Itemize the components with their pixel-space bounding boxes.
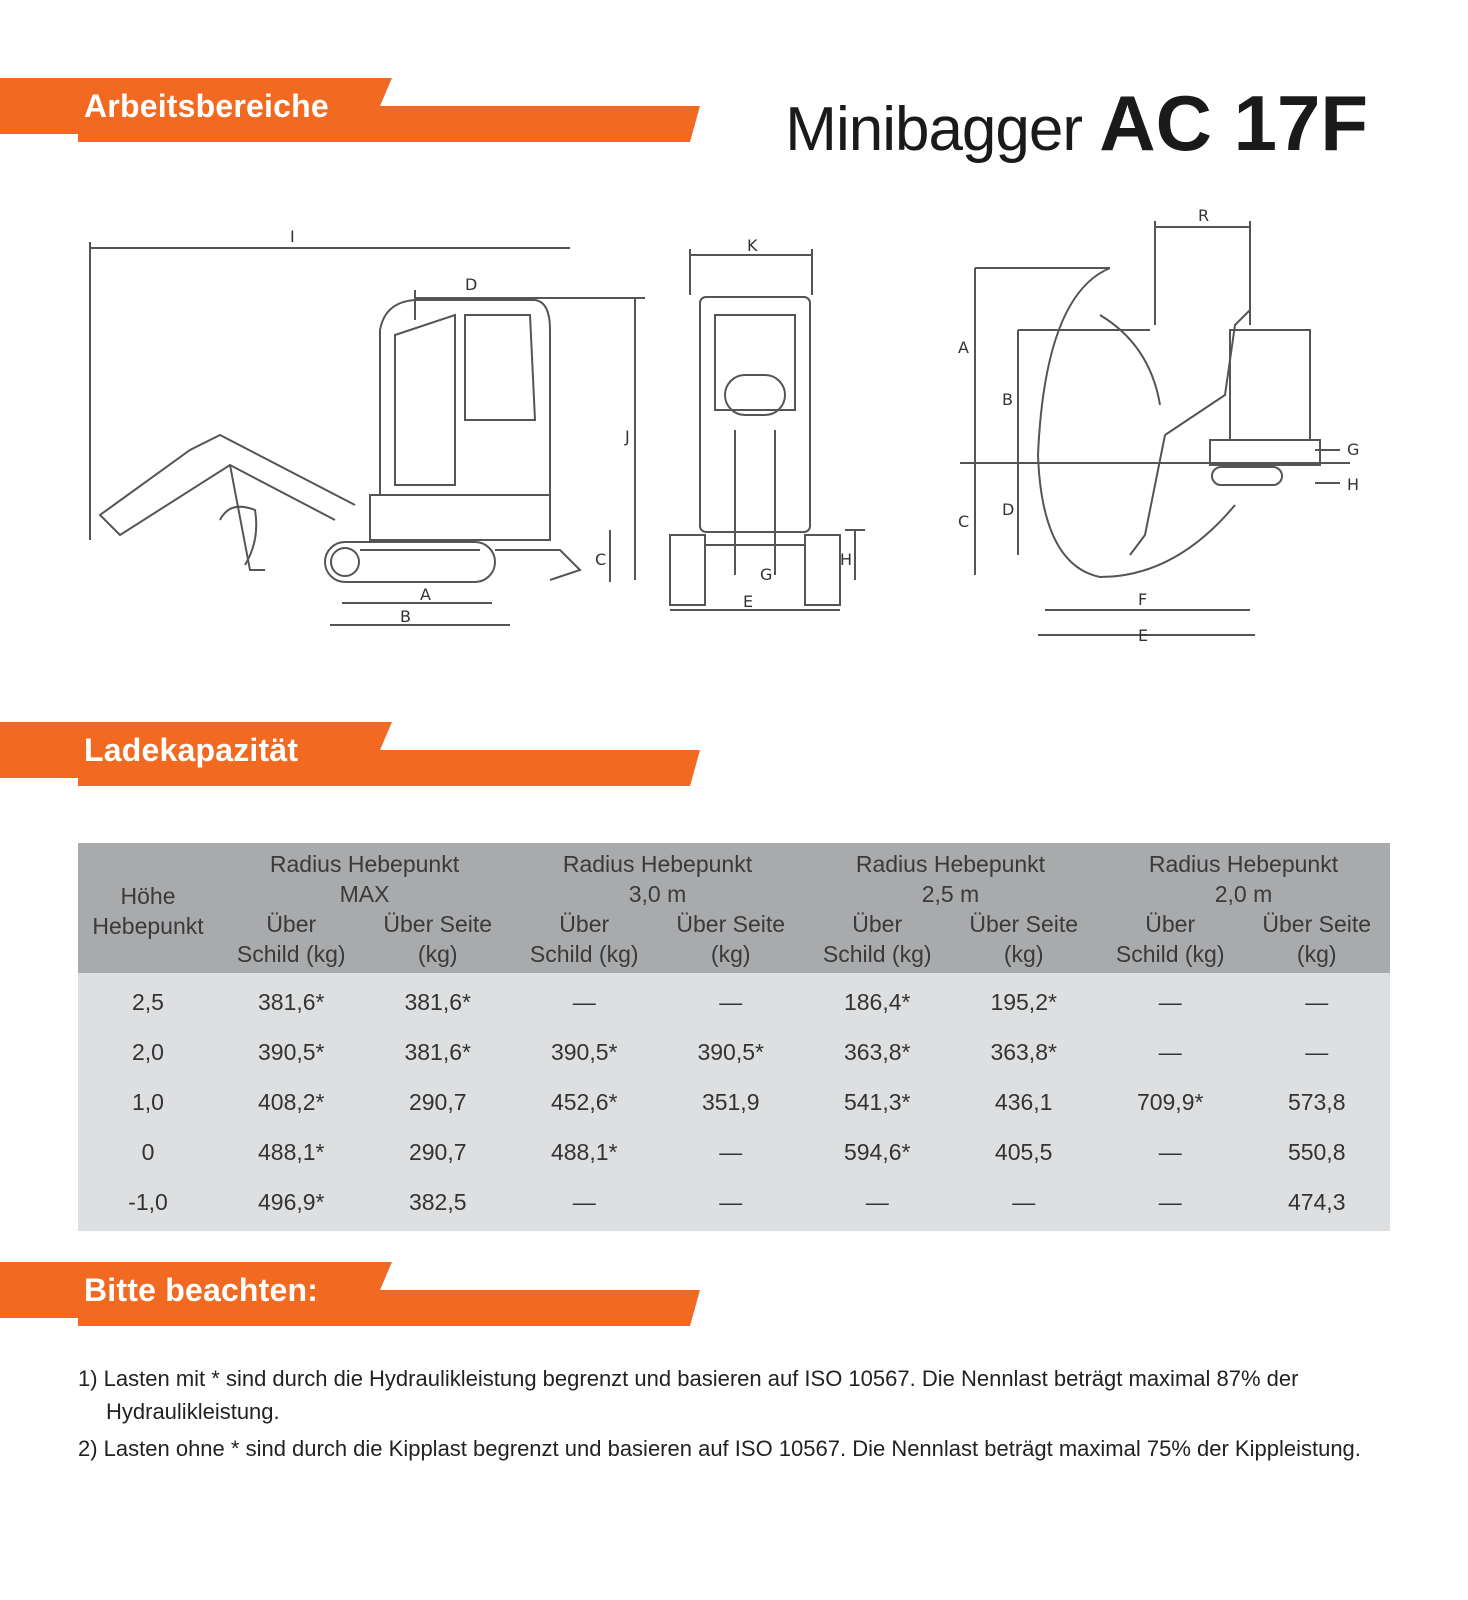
subheader-seite: Über Seite (kg) [950, 909, 1097, 973]
dim-label-J: J [625, 427, 630, 446]
dim-label-B: B [400, 607, 411, 626]
table-cell: — [1097, 1027, 1243, 1077]
table-cell: 390,5* [657, 1027, 804, 1077]
table-cell: 381,6* [218, 973, 364, 1027]
dim-label-H: H [840, 550, 853, 569]
header-group-2-5m: Radius Hebepunkt 2,5 m [804, 843, 1097, 909]
table-cell: 390,5* [511, 1027, 657, 1077]
table-cell: 405,5 [950, 1127, 1097, 1177]
dim-label-A: A [420, 585, 431, 604]
table-cell: 290,7 [364, 1127, 511, 1177]
table-cell: 290,7 [364, 1077, 511, 1127]
table-cell: 363,8* [804, 1027, 950, 1077]
load-capacity-table [78, 843, 1390, 1231]
section-title-work-areas: Arbeitsbereiche [84, 88, 329, 124]
subheader-schild: Über Schild (kg) [1097, 909, 1243, 973]
table-row [78, 1077, 1390, 1127]
table-cell: — [511, 1177, 657, 1231]
note-1: 1) Lasten mit * sind durch die Hydraulikleistung begrenzt und basieren auf ISO 10567. Die Nennlast beträgt maximal 87% der Hydraulikleistung. [78, 1366, 1299, 1424]
table-cell: 488,1* [218, 1127, 364, 1177]
dim-label-G: G [1347, 440, 1360, 459]
table-cell: 452,6* [511, 1077, 657, 1127]
table-cell-height: 0 [78, 1127, 218, 1177]
table-cell: 541,3* [804, 1077, 950, 1127]
dim-label-H: H [1347, 475, 1360, 494]
table-cell: 474,3 [1243, 1177, 1390, 1231]
table-cell: 573,8 [1243, 1077, 1390, 1127]
note-2: 2) Lasten ohne * sind durch die Kipplast begrenzt und basieren auf ISO 10567. Die Nennlast beträgt maximal 75% der Kippleistung. [78, 1436, 1361, 1461]
section-banner-load-capacity [0, 722, 700, 792]
table-cell-height: 2,5 [78, 973, 218, 1027]
dim-label-E: E [743, 592, 754, 611]
dim-label-D: D [1002, 500, 1015, 519]
dim-label-E: E [1138, 626, 1149, 645]
dim-label-C: C [595, 550, 607, 569]
table-cell: 496,9* [218, 1177, 364, 1231]
dim-label-C: C [958, 512, 970, 531]
subheader-seite: Über Seite (kg) [364, 909, 511, 973]
header-group-3m: Radius Hebepunkt 3,0 m [511, 843, 804, 909]
table-row [78, 1027, 1390, 1077]
dim-label-R: R [1198, 206, 1210, 225]
table-row [78, 1177, 1390, 1231]
section-banner-notes [0, 1262, 700, 1332]
table-cell: 382,5 [364, 1177, 511, 1231]
dim-label-A: A [958, 338, 969, 357]
table-cell: — [657, 1177, 804, 1231]
subheader-schild: Über Schild (kg) [218, 909, 364, 973]
subheader-schild: Über Schild (kg) [804, 909, 950, 973]
section-banner-work-areas [0, 78, 700, 148]
table-cell: 381,6* [364, 1027, 511, 1077]
table-cell: 363,8* [950, 1027, 1097, 1077]
table-cell: 390,5* [218, 1027, 364, 1077]
table-cell: — [511, 973, 657, 1027]
table-cell: 550,8 [1243, 1127, 1390, 1177]
table-cell: 351,9 [657, 1077, 804, 1127]
dim-label-I: I [290, 227, 295, 246]
table-cell: — [657, 973, 804, 1027]
side-view-diagram [80, 220, 660, 640]
table-cell: 594,6* [804, 1127, 950, 1177]
table-cell: — [1097, 973, 1243, 1027]
header-height: Höhe Hebepunkt [78, 843, 218, 973]
dim-label-K: K [747, 236, 758, 255]
title-prefix: Minibagger [785, 95, 1083, 164]
table-cell: — [804, 1177, 950, 1231]
notes-list [78, 1362, 1398, 1469]
subheader-seite: Über Seite (kg) [1243, 909, 1390, 973]
subheader-schild: Über Schild (kg) [511, 909, 657, 973]
table-cell: — [1243, 1027, 1390, 1077]
table-cell: — [950, 1177, 1097, 1231]
reach-diagram [950, 205, 1370, 655]
dim-label-F: F [1138, 590, 1148, 609]
dim-label-D: D [465, 275, 478, 294]
table-cell: 195,2* [950, 973, 1097, 1027]
table-cell: 488,1* [511, 1127, 657, 1177]
header-group-2m: Radius Hebepunkt 2,0 m [1097, 843, 1390, 909]
section-title-load-capacity: Ladekapazität [84, 732, 299, 768]
table-cell: — [1243, 973, 1390, 1027]
table-cell: — [1097, 1177, 1243, 1231]
table-cell: 436,1 [950, 1077, 1097, 1127]
page-title [785, 78, 1368, 169]
title-model: AC 17F [1099, 79, 1368, 167]
table-cell: — [1097, 1127, 1243, 1177]
table-cell: 408,2* [218, 1077, 364, 1127]
header-group-max: Radius Hebepunkt MAX [218, 843, 511, 909]
subheader-seite: Über Seite (kg) [657, 909, 804, 973]
table-cell: 381,6* [364, 973, 511, 1027]
section-title-notes: Bitte beachten: [84, 1272, 319, 1308]
table-cell-height: 1,0 [78, 1077, 218, 1127]
table-row [78, 1127, 1390, 1177]
table-row [78, 973, 1390, 1027]
table-cell: 186,4* [804, 973, 950, 1027]
table-cell-height: 2,0 [78, 1027, 218, 1077]
dim-label-G: G [760, 565, 773, 584]
table-cell: — [657, 1127, 804, 1177]
dim-label-B: B [1002, 390, 1013, 409]
table-cell: 709,9* [1097, 1077, 1243, 1127]
table-cell-height: -1,0 [78, 1177, 218, 1231]
front-view-diagram [665, 235, 880, 625]
